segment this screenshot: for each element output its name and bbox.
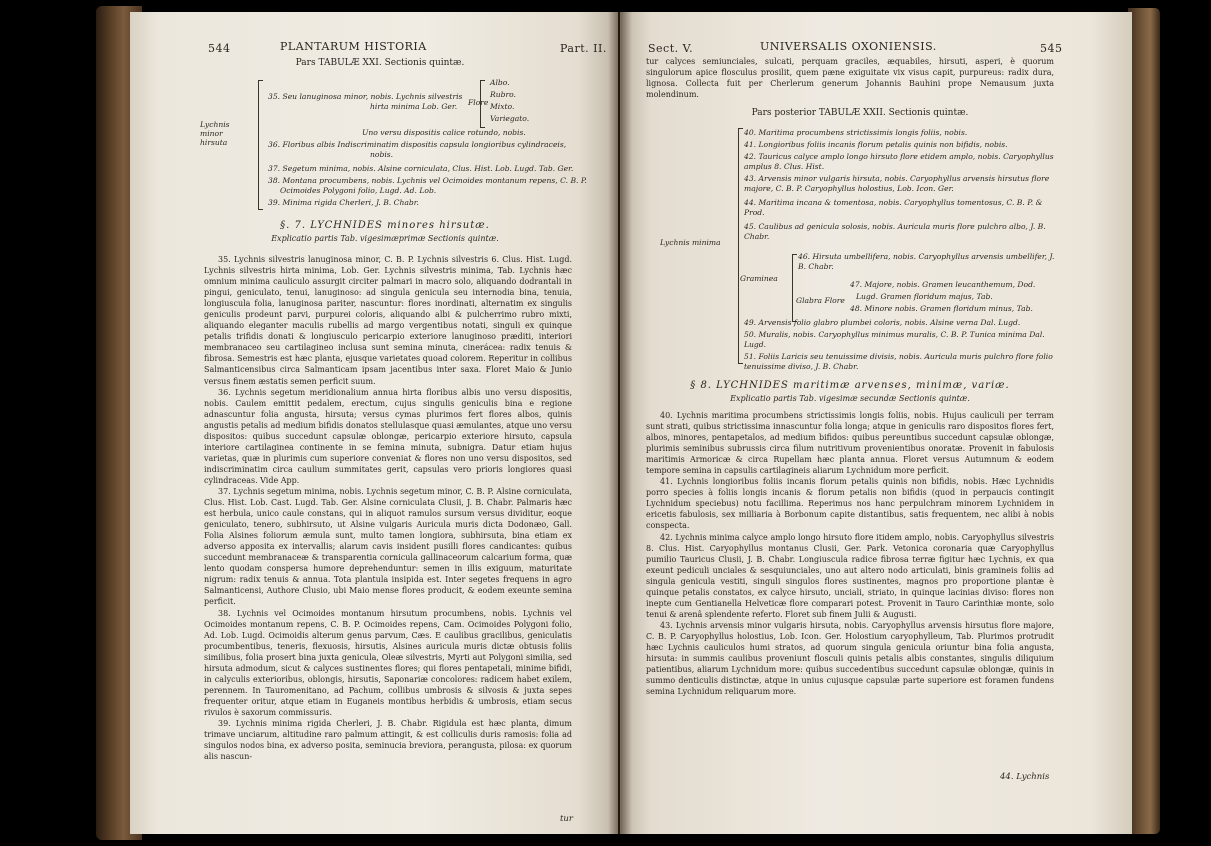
right-page-number: 545	[1040, 42, 1063, 55]
paragraph: 41. Lychnis longioribus foliis incanis florum petalis quinis non bifidis, nobis. Hæc Lychnidis porro species à foliis longis incanis & florum petalis non bifidis (quod in perpaucis contingit Lychnidum speciebus) notu facillima. Reperimus nos hanc perpulchram minorem Lychnidem in ericetis fabulosis, sex milliaria à Borbonum capite distantibus, satis frequentem, nec alibi à nobis conspecta.	[646, 477, 1054, 531]
table-row: 37. Segetum minima, nobis. Alsine corniculata, Clus. Hist. Lob. Lugd. Tab. Ger.	[268, 164, 574, 173]
table-row: Rubro.	[490, 90, 516, 99]
table-row: 46. Hirsuta umbellifera, nobis. Caryophyllus arvensis umbellifer, J. B. Chabr.	[798, 252, 1055, 271]
paragraph: 39. Lychnis minima rigida Cherleri, J. B. Chabr. Rigidula est hæc planta, dimum trimave unciarum, altitudine raro palmum attingit, & est colliculis duris ramosis: folia ad singulos nodos bina, ex adverso posita, seminucia breviora, perangusta, pilosa: ex quorum alis nascun-	[204, 718, 572, 762]
paragraph: 43. Lychnis arvensis minor vulgaris hirsuta, nobis. Caryophyllus arvensis hirsutus flore majore, C. B. P. Caryophyllus holostius, Lob. Icon. Ger. Holostium caryophylleum, Tab. Plurimos protrudit hæc Lychnis cauliculos humi stratos, ad quorum singula genicula oriuntur bina folia angusta, hirsuta: in summis caulibus proveniunt flosculi quinis petalis albis constantes, singulis diliquium patientibus, aliarum Lychnidum more: quibus succedentibus succedunt capsulæ oblongæ, quinis in summo denticulis distinctæ, atque in unius cujusque capsulæ parte superiore est foramen fundens semina Lychnidum reliquarum more.	[646, 620, 1054, 697]
right-section-title: § 8. LYCHNIDES maritimæ arvenses, minimæ, variæ.	[690, 380, 1010, 391]
left-part-label: Part. II.	[560, 42, 607, 55]
right-section-label: Sect. V.	[648, 42, 694, 55]
left-group-brace	[258, 80, 263, 210]
right-section-subtitle: Explicatio partis Tab. vigesimæ secundæ Sectionis quintæ.	[730, 394, 970, 403]
right-table-caption: Pars posterior TABULÆ XXII. Sectionis quintæ.	[751, 108, 969, 118]
table-row: 36. Floribus albis Indiscriminatim dispositis capsula longioribus cylindraceis,	[268, 140, 567, 149]
table-row: 45. Caulibus ad genicula solosis, nobis. Auricula muris flore pulchro albo, J. B. Chabr.	[744, 222, 1046, 241]
table-row: 41. Longioribus foliis incanis florum petalis quinis non bifidis, nobis.	[744, 140, 1008, 149]
paragraph: 37. Lychnis segetum minima, nobis. Lychnis segetum minor, C. B. P. Alsine corniculata, Clus. Hist. Lob. Cast. Lugd. Tab. Ger. Alsine corniculata Clusii, J. B. Chabr. Palmaris hæc est herbula, unico caule constans, qui in aliquot ramulos sursum versus dividitur, eoque geniculato, tenero, subhirsuto, ut Alsine vulgaris Auricula muris dicta Dodonæo, Gall. Folia Alsines foliorum æmula sunt, multo tamen longiora, subhirsuta, bina etiam ex adverso apposita ex intervallis; alarum cavis insident pusilli flores candicantes: quibus succedunt membranaceæ & transparentia cornicula gallinaceorum calcarium forma, quæ lento quodam conspersa humore deprehenduntur: semen in illis exiguum, maturitate nigrum: radix tenuis & annua. Tota plantula insipida est. Inter segetes frequens in agro Salmanticensi, Authore Clusio, ubi Maio mense flores producit, & eodem exeunte semina perficit.	[204, 486, 572, 607]
right-top-text	[646, 56, 1054, 100]
left-running-title: PLANTARUM HISTORIA	[280, 40, 427, 53]
table-row: Uno versu dispositis calice rotundo, nobis.	[362, 128, 526, 137]
left-page	[130, 12, 618, 834]
left-flore-label: Flore	[468, 98, 489, 107]
table-row: nobis.	[370, 150, 394, 159]
paragraph: 42. Lychnis minima calyce amplo longo hirsuto flore itidem amplo, nobis. Caryophyllus silvestris 8. Clus. Hist. Caryophyllus montanus Clusii, Ger. Park. Vetonica coronaria quæ Caryophyllus pumilio Tauricus Clusii, J. B. Chabr. Longiuscula radice fibrosa terræ figitur hæc Lychnis, ex qua exeunt pediculi unciales & sesquiunciales, uno aut altero nodo articulati, binis gramineis foliis ad singula genicula vestiti, singuli singulos flores sustinentes, magnos pro proportione plantæ è quinque petalis constatos, ex calyce hirsuto, unciali, striato, in quinque lacinias diviso: flores non inepte cum Gentianella Helveticæ flore comparari potest. Provenit in Tauro Carinthiæ monte, solo tenui & arenâ splendente referto. Floret sub finem Julii & Augusti.	[646, 532, 1054, 619]
right-group-label: Lychnis minima	[660, 238, 721, 247]
paragraph: 38. Lychnis vel Ocimoides montanum hirsutum procumbens, nobis. Lychnis vel Ocimoides montanum repens, C. B. P. Ocimoides repens, Cam. Ocimoides Polygoni folio, Ad. Lob. Lugd. Ocimoidis alterum genus parvum, Cæs. E caulibus gracilibus, geniculatis procumbentibus, teneris, flexuosis, hirsutis, Alsines auricula muris dictæ obtusis foliis similibus, folia prosert bina juxta genicula, Oleæ silvestris, Myrti aut Polygoni similia, sed hirsuta admodum, sicut & calyces sustinentes flores; qui flores pentapetali, minime bifidi, in calyculis exterioribus, oblongis, hirsutis, Saponariæ concolores: radicem habet exilem, perennem. In Tauromenitano, ad Pachum, collibus umbrosis & silvosis & juxta sepes frequenter oritur, atque etiam in Euganeis montibus herbidis & umbrosis, etiam secus rivulos è saxorum commissuris.	[204, 608, 572, 717]
right-group-brace	[738, 128, 743, 364]
right-body-text	[646, 410, 1054, 697]
table-row: Ocimoides Polygoni folio, Lugd. Ad. Lob.	[280, 186, 437, 195]
book-gutter	[608, 12, 632, 834]
left-body-text	[204, 254, 572, 762]
left-page-number: 544	[208, 42, 231, 55]
table-row: 40. Maritima procumbens strictissimis longis foliis, nobis.	[744, 128, 968, 137]
paragraph: 35. Lychnis silvestris lanuginosa minor, C. B. P. Lychnis silvestris 6. Clus. Hist. Lugd. Lychnis silvestris hirta minima, Lob. Ger. Lychnis silvestris minima, Tab. Lychnis hæc omnium minima cauliculo assurgit circiter palmari in macro solo, aliquando dodrantali in pingui, geniculato, tenui, lanuginoso: ad singula genicula seu internodia bina, tenuia, longiuscula folia, lanuginosa pariter, nascuntur: flores inordinati, alternatim ex singulis geniculis prodeunt parvi, purpurei coloris, aliquando albi & pulcherrimo rubro mixti, aliquando eleganter maculis rubellis ad margo vergentibus notati, singuli ex quinque petalis trifidis donati & longiusculo pericarpio exteriore lanuginoso præditi, interiori membranaceo seu cartilagineo inclusa sunt semina minuta, cinerácea: radix tenuis & fibrosa. Semestris est hæc planta, ejusque varietates quoad colorem. Reperitur in collibus Salmanticensibus circa Salmanticam ipsam jacentibus inter saxa. Floret Maio & Junio versus finem æstatis semen perficit suum.	[204, 255, 572, 386]
left-section-title: §. 7. LYCHNIDES minores hirsutæ.	[280, 220, 490, 231]
table-row: 48. Minore nobis. Gramen floridum minus, Tab.	[850, 304, 1033, 313]
table-row: 38. Montana procumbens, nobis. Lychnis vel Ocimoides montanum repens, C. B. P.	[268, 176, 587, 185]
right-page	[620, 12, 1132, 834]
book-edge-right	[1128, 8, 1160, 834]
right-running-title: UNIVERSALIS OXONIENSIS.	[760, 40, 937, 53]
paragraph: tur calyces semiunciales, sulcati, perquam graciles, æquabiles, hirsuti, asperi, è quorum singulorum apice flosculus prosilit, quem pæne exiguitate vix visus capit, purpureus: radix dura, lignosa. Collecta fuit per Cherlerum generum Johannis Bauhini prope Nemausum juxta molendinum.	[646, 57, 1054, 100]
table-row: 47. Majore, nobis. Gramen leucanthemum, Dod.	[850, 280, 1036, 289]
table-row: Lugd. Gramen floridum majus, Tab.	[856, 292, 993, 301]
table-row: 43. Arvensis minor vulgaris hirsuta, nobis. Caryophyllus arvensis hirsutus flore majore, C. B. P. Caryophyllus holostius, Lob. Icon. Ger.	[744, 174, 1050, 193]
right-catchword: 44. Lychnis	[1000, 772, 1050, 782]
right-glabra-label: Glabra Flore	[796, 296, 845, 305]
table-row: 50. Muralis, nobis. Caryophyllus minimus muralis, C. B. P. Tunica minima Dal. Lugd.	[744, 330, 1045, 349]
table-row: 44. Maritima incana & tomentosa, nobis. Caryophyllus tomentosus, C. B. P. & Prod.	[744, 198, 1043, 217]
table-row: 35. Seu lanuginosa minor, nobis. Lychnis silvestris	[268, 92, 463, 101]
left-group-label: Lychnis minor hirsuta	[200, 120, 230, 147]
left-section-subtitle: Explicatio partis Tab. vigesimæprimæ Sectionis quintæ.	[271, 234, 499, 243]
table-row: 39. Minima rigida Cherleri, J. B. Chabr.	[268, 198, 419, 207]
table-row: 42. Tauricus calyce amplo longo hirsuto flore etidem amplo, nobis. Caryophyllus amplus 8. Clus. Hist.	[744, 152, 1054, 171]
table-row: Mixto.	[490, 102, 515, 111]
table-row: hirta minima Lob. Ger.	[370, 102, 458, 111]
right-graminea-brace	[792, 254, 797, 322]
table-row: Albo.	[490, 78, 510, 87]
table-row: Variegato.	[490, 114, 530, 123]
table-row: 51. Foliis Laricis seu tenuissime divisis, nobis. Auricula muris pulchro flore folio tenuissime diviso, J. B. Chabr.	[744, 352, 1053, 371]
table-row: 49. Arvensis folio glabro plumbei coloris, nobis. Alsine verna Dal. Lugd.	[744, 318, 1021, 327]
left-table-caption: Pars TABULÆ XXI. Sectionis quintæ.	[295, 58, 465, 68]
paragraph: 40. Lychnis maritima procumbens strictissimis longis foliis, nobis. Hujus cauliculi per terram sunt strati, quibus strictissima innascuntur folia longa; atque in geniculis raro dispositos flores fert, albos, minores, pentapetalos, ad medium bifidos: quibus pereuntibus succedunt capsulæ oblongæ, plurimis seminibus subrussis circa filum nutritivum provenientibus onoratæ. Provenit in fabulosis maritimis Armoricæ & circa Rupellam hæc planta annua. Floret versus Autumnum & eodem tempore semina in capsulis cartilagineis aliarum Lychnidum more perficit.	[646, 411, 1054, 476]
paragraph: 36. Lychnis segetum meridionalium annua hirta floribus albis uno versu dispositis, nobis. Caulem emittit pedalem, erectum, cujus singulis geniculis bina e regione adnascuntur folia angusta, hirsuta; versus cymas plurimos fert flores albos, quinis angustis petalis ad medium bifidis donatos stellulasque quasi æmulantes, atque uno versu dispositos: quibus succedunt capsulæ oblongæ, pericarpio exteriore hirsuto, capsula interiore cartilaginea continente in se femina minuta, subnigra. Datur etiam hujus varietas, quæ in plurimis cum superiore conveniat & flores non uno versu dispositos, sed indiscriminatim circa caulium summitates gerit, capsulas vero prioris longiores quasi cylindraceas. Vide App.	[204, 387, 572, 485]
right-graminea-label: Graminea	[740, 274, 778, 283]
left-catchword: tur	[560, 814, 573, 824]
